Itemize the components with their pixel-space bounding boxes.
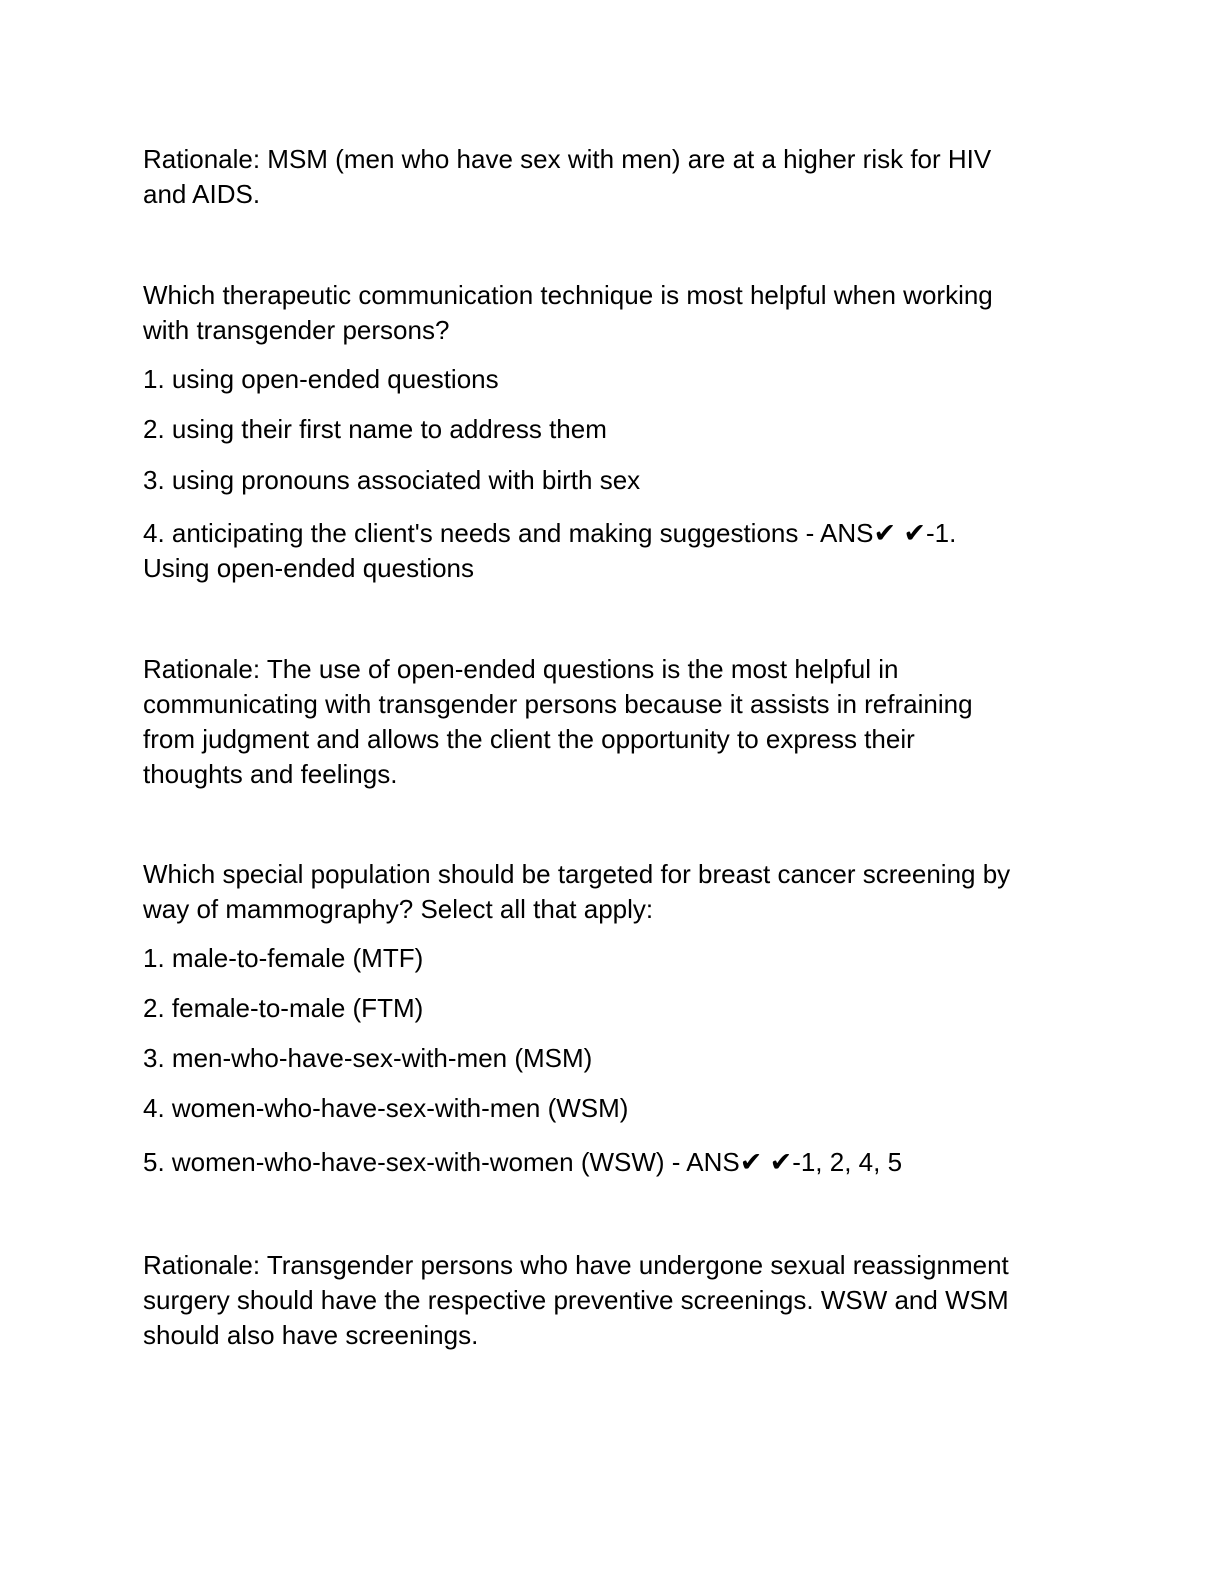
checkmark-icon: ✔: [769, 1147, 793, 1178]
question-2-option-3: 3. men-who-have-sex-with-men (MSM): [143, 1043, 593, 1073]
question-1-option-1: 1. using open-ended questions: [143, 364, 499, 394]
question-1-answer-key: -1.: [926, 518, 957, 548]
question-1-answer-text: Using open-ended questions: [143, 553, 475, 583]
question-2-option-2: 2. female-to-male (FTM): [143, 993, 424, 1023]
question-2-option-5-text: 5. women-who-have-sex-with-women (WSW) - ANS: [143, 1147, 740, 1177]
question-1-option-4-answer: [143, 516, 1083, 586]
question-2-option-5-answer: [143, 1145, 1083, 1180]
rationale-screenings: Rationale: Transgender persons who have undergone sexual reassignment surgery should have the respective preventive screenings. WSW and WSM should also have screenings.: [143, 1250, 1009, 1350]
rationale-open-ended: Rationale: The use of open-ended questions is the most helpful in communicating with transgender persons because it assists in refraining from judgment and allows the client the opportunity to express their thoughts and feelings.: [143, 654, 973, 789]
question-2-option-4: 4. women-who-have-sex-with-men (WSM): [143, 1093, 629, 1123]
checkmark-icon: ✔: [739, 1147, 763, 1178]
question-2-answer-key: -1, 2, 4, 5: [792, 1147, 903, 1177]
checkmark-icon: ✔: [903, 518, 926, 549]
question-1-stem: Which therapeutic communication technique is most helpful when working with transgender persons?: [143, 280, 993, 345]
rationale-msm: Rationale: MSM (men who have sex with men) are at a higher risk for HIV and AIDS.: [143, 144, 992, 209]
question-1-option-4-text: 4. anticipating the client's needs and making suggestions - ANS: [143, 518, 874, 548]
question-1-option-2: 2. using their first name to address them: [143, 414, 607, 444]
checkmark-icon: ✔: [873, 518, 897, 549]
question-2-stem: Which special population should be targeted for breast cancer screening by way of mammography? Select all that apply:: [143, 859, 1011, 924]
question-1-option-3: 3. using pronouns associated with birth sex: [143, 465, 641, 495]
question-2-option-1: 1. male-to-female (MTF): [143, 943, 424, 973]
